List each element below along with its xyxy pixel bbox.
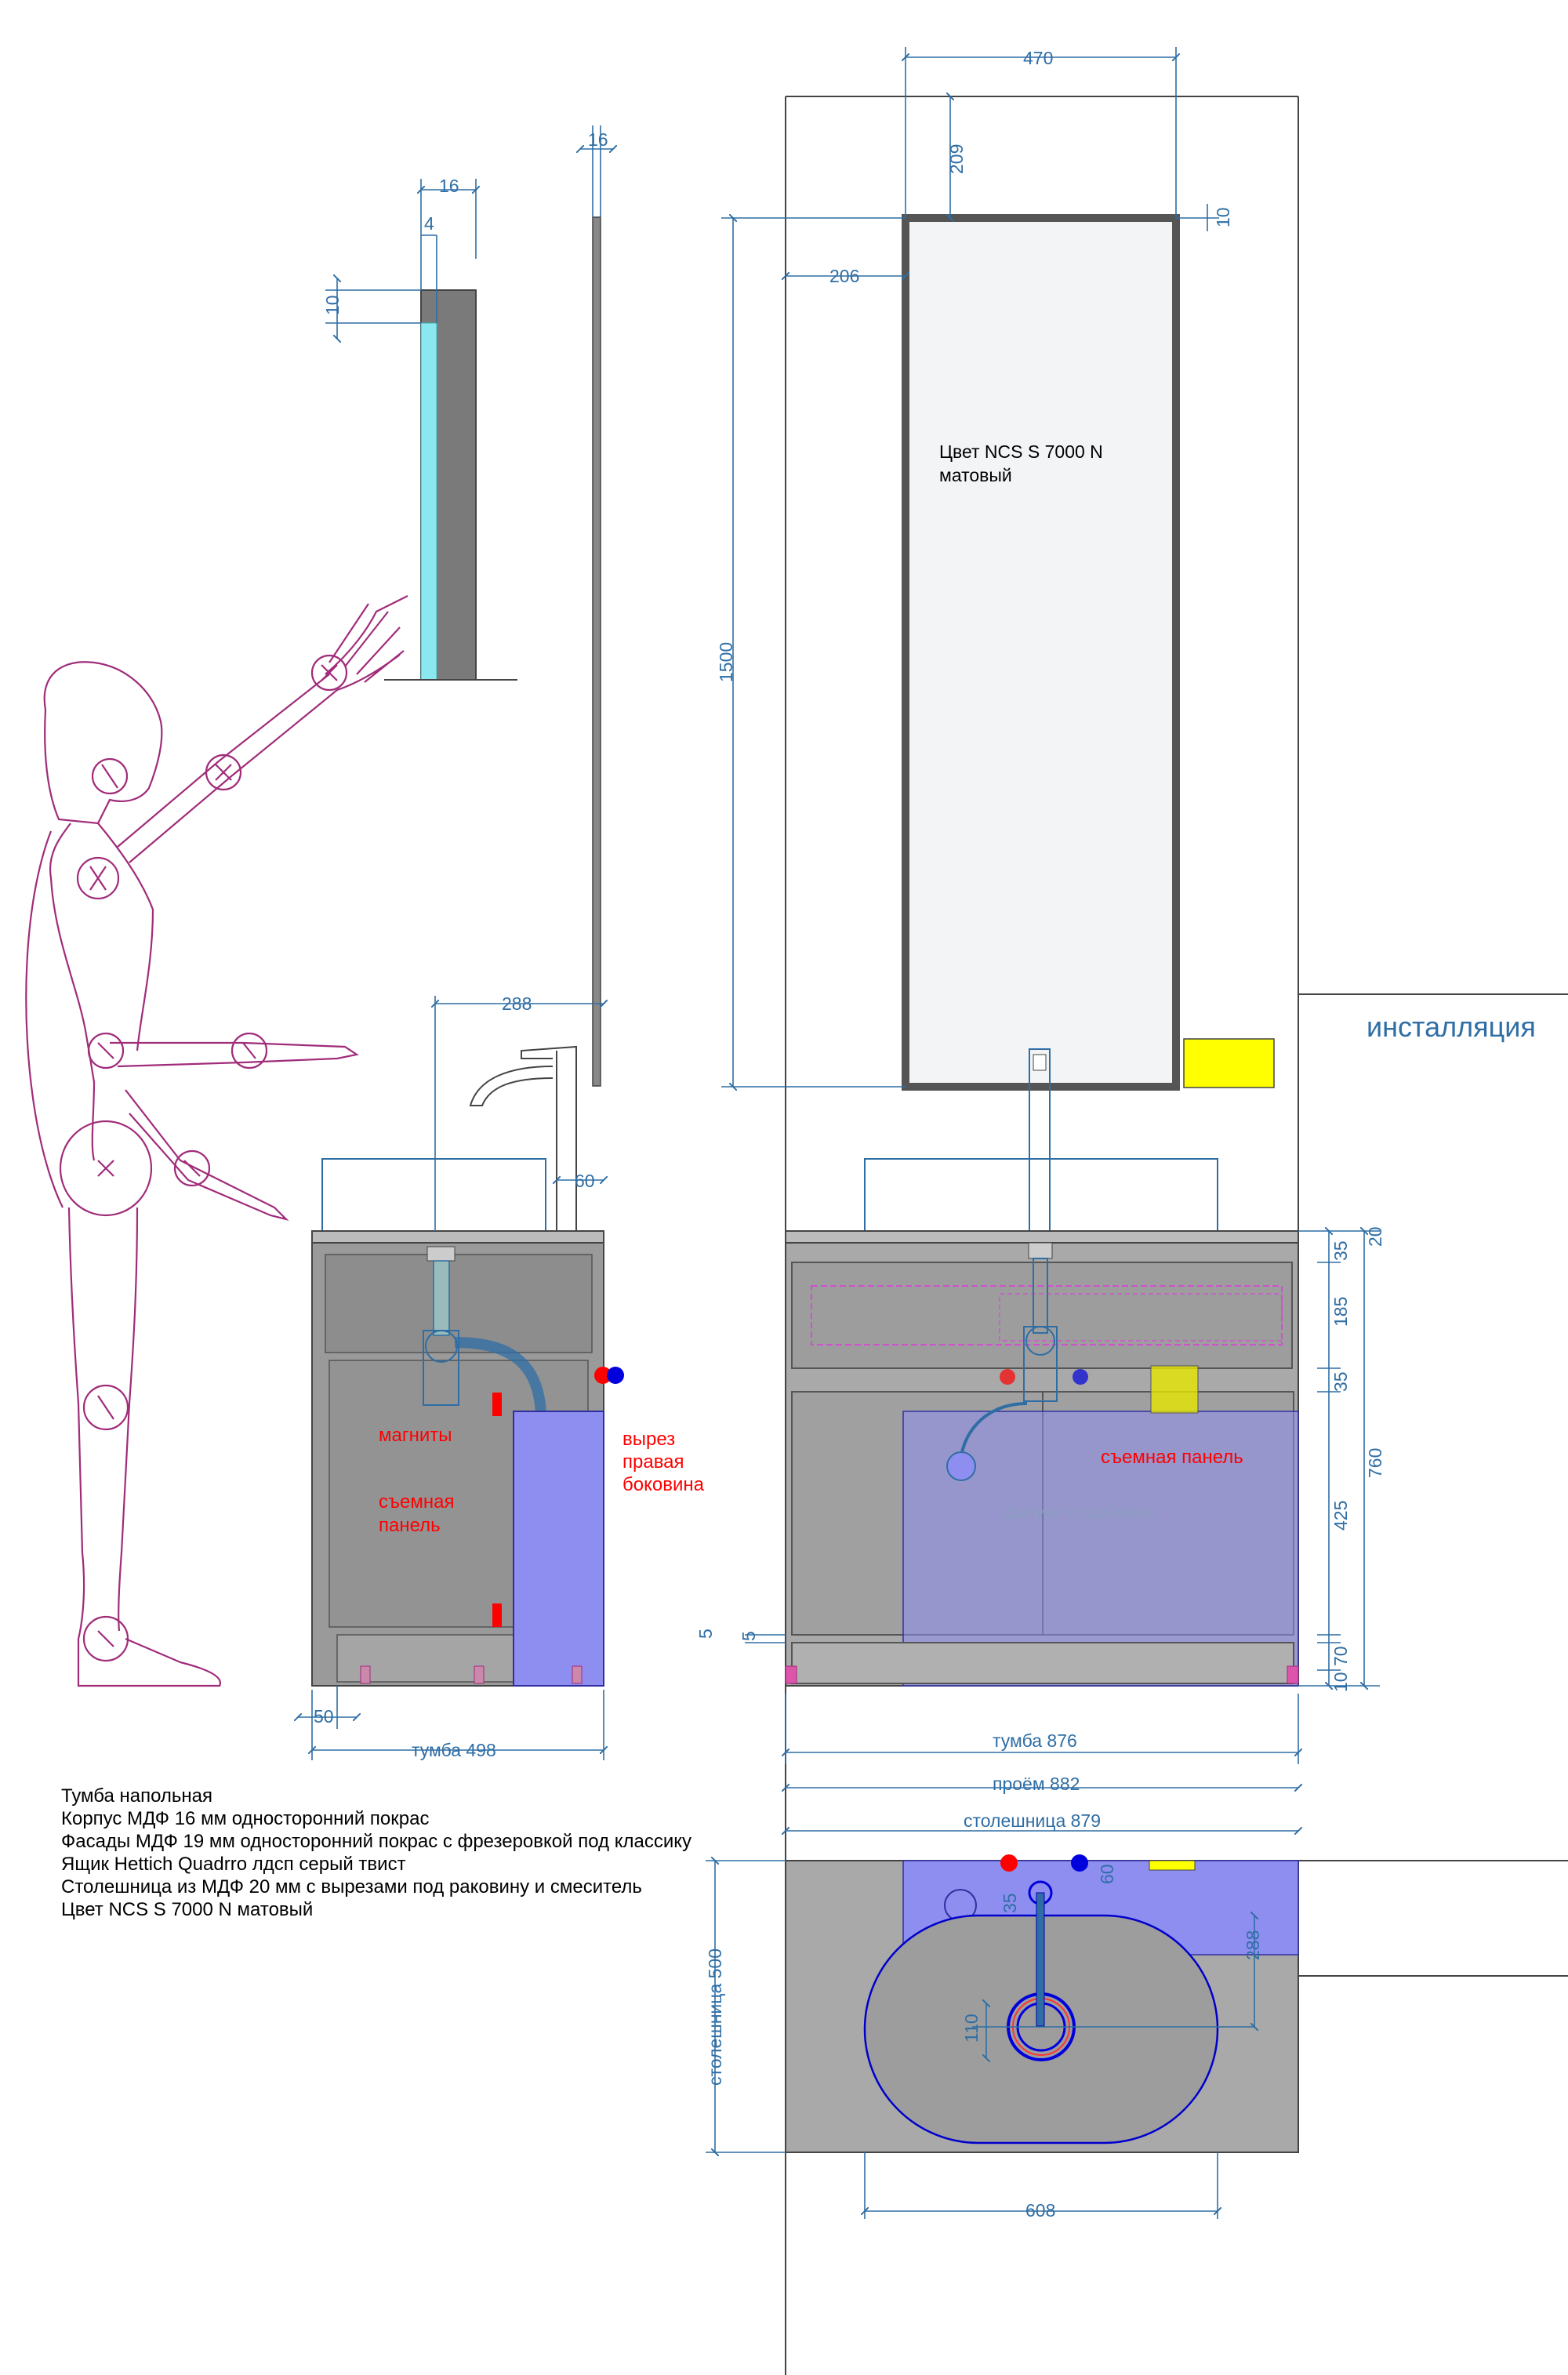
color-note-line2: матовый bbox=[939, 465, 1012, 485]
dim-plan-60: 60 bbox=[1097, 1864, 1117, 1884]
dim-foot: 10 bbox=[1330, 1672, 1351, 1692]
dim-side-offset: 50 bbox=[314, 1706, 334, 1727]
mirror-side-profile bbox=[325, 179, 517, 680]
dim-drawer-height: 185 bbox=[1330, 1296, 1351, 1327]
dim-sink-width: 608 bbox=[1025, 2200, 1056, 2221]
dim-countertop-depth: столешница 500 bbox=[705, 1948, 725, 2086]
label-installation: инсталляция bbox=[1367, 1011, 1536, 1043]
label-cutout-l2: правая bbox=[622, 1451, 684, 1473]
dim-drawer-front-top: 35 bbox=[1330, 1240, 1351, 1261]
note-line: Тумба напольная bbox=[61, 1785, 213, 1807]
label-removable-panel-front: съемная панель bbox=[1101, 1447, 1243, 1468]
dim-mirror-panel-depth: 16 bbox=[588, 129, 608, 150]
dim-plan-288: 288 bbox=[1243, 1930, 1263, 1960]
note-line: Столешница из МДФ 20 мм с вырезами под раковину и смеситель bbox=[61, 1876, 642, 1897]
label-magnets: магниты bbox=[379, 1425, 452, 1446]
dim-mirror-width: 470 bbox=[1023, 48, 1054, 68]
dim-plan-35: 35 bbox=[1000, 1893, 1020, 1913]
note-line: Ящик Hettich Quadrro лдсп серый твист bbox=[61, 1854, 406, 1875]
dim-faucet-reach: 288 bbox=[502, 993, 532, 1014]
dim-plinth: 70 bbox=[1330, 1646, 1351, 1666]
mirror-panel-side bbox=[580, 125, 613, 1086]
dim-mirror-height: 1500 bbox=[716, 641, 736, 682]
dim-mirror-top-offset: 209 bbox=[946, 143, 967, 174]
color-note-line1: Цвет NCS S 7000 N bbox=[939, 441, 1103, 462]
cabinet-side-view bbox=[312, 1047, 624, 1686]
dim-cabinet-front: тумба 876 bbox=[993, 1730, 1077, 1751]
dim-cabinet-side: тумба 498 bbox=[412, 1740, 496, 1760]
note-line: Фасады МДФ 19 мм односторонний покрас с фрезеровкой под классику bbox=[61, 1831, 691, 1852]
label-removable-panel-l2: панель bbox=[379, 1515, 441, 1536]
specification-notes bbox=[61, 1785, 691, 1921]
label-fitting: фитинг с тройника bbox=[1005, 1502, 1154, 1522]
note-line: Цвет NCS S 7000 N матовый bbox=[61, 1899, 314, 1920]
dim-countertop-width: столешница 879 bbox=[964, 1810, 1102, 1831]
note-line: Корпус МДФ 16 мм односторонний покрас bbox=[61, 1808, 430, 1829]
dim-gap-35: 35 bbox=[1330, 1371, 1351, 1392]
dim-mirror-frame: 10 bbox=[1213, 207, 1233, 227]
dim-top-thickness: 20 bbox=[1365, 1226, 1385, 1247]
label-removable-panel-l1: съемная bbox=[379, 1491, 455, 1513]
dim-mirror-left-offset: 206 bbox=[829, 266, 860, 286]
dim-mirror-side-inner: 4 bbox=[424, 213, 434, 234]
dim-mirror-side-depth: 16 bbox=[439, 176, 459, 196]
dim-mirror-side-top: 10 bbox=[322, 295, 343, 315]
label-cutout-l1: вырез bbox=[622, 1429, 676, 1450]
label-cutout-l3: боковина bbox=[622, 1474, 704, 1495]
dim-gap-5a: 5 bbox=[695, 1629, 716, 1639]
dim-opening: проём 882 bbox=[993, 1774, 1080, 1794]
dim-gap-5b: 5 bbox=[739, 1631, 759, 1641]
dim-faucet-offset: 60 bbox=[575, 1171, 595, 1191]
dim-plan-110: 110 bbox=[961, 2014, 982, 2043]
dim-door-height: 425 bbox=[1330, 1500, 1351, 1531]
dim-total-height: 760 bbox=[1365, 1447, 1385, 1478]
plan-view bbox=[786, 1854, 1568, 2152]
